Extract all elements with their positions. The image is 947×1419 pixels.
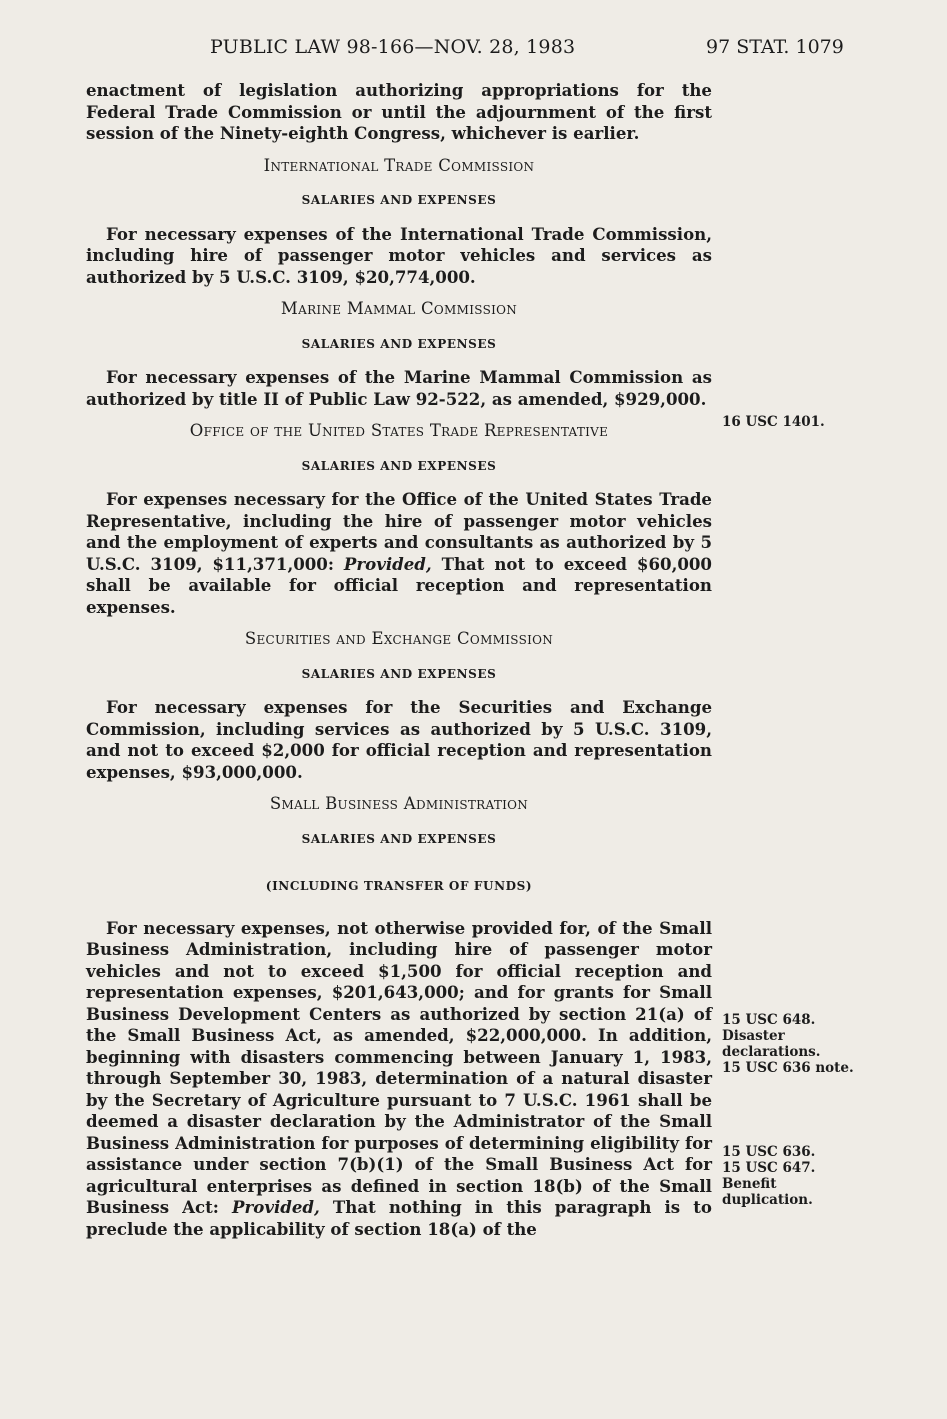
margin-note-16-usc-1401: 16 USC 1401. <box>722 414 825 430</box>
paragraph-ustr <box>86 489 712 618</box>
sba-text-b: That nothing in this paragraph is to preclude the applicability of section 18(a) of the <box>86 1197 712 1239</box>
margin-note-benefit-duplication: Benefit duplication. <box>722 1176 813 1208</box>
margin-note-15-usc-647: 15 USC 647. <box>722 1160 816 1176</box>
heading-ustr: Office of the United States Trade Representative <box>189 421 609 440</box>
margin-note-15-usc-648: 15 USC 648. <box>722 1012 816 1028</box>
paragraph-sba <box>86 918 712 1241</box>
heading-international-trade-commission: International Trade Commission <box>263 155 535 175</box>
paragraph-mmc: For necessary expenses of the Marine Mammal Commission as authorized by title II of Public Law 92-522, as amended, $929,000. <box>86 367 712 409</box>
subheading-transfer-of-funds: (INCLUDING TRANSFER OF FUNDS) <box>265 879 533 893</box>
margin-note-disaster-declarations: Disaster declarations. <box>722 1028 821 1060</box>
margin-note-15-usc-636: 15 USC 636. <box>722 1144 816 1160</box>
heading-marine-mammal-commission: Marine Mammal Commission <box>280 299 518 318</box>
subheading-salaries: SALARIES AND EXPENSES <box>301 458 497 473</box>
subheading-salaries: SALARIES AND EXPENSES <box>301 193 497 207</box>
sba-provided: Provided, <box>232 1197 320 1217</box>
heading-sba: Small Business Administration <box>269 794 529 813</box>
ustr-text-b: That not to exceed $60,000 shall be available for official reception and representation expenses. <box>86 553 712 617</box>
sba-text-a: For necessary expenses, not otherwise provided for, of the Small Business Administration, including hire of passenger motor vehicles and not to exceed $1,500 for official reception and representation expenses, $201,643,000; and for grants for Small Business Development Centers as authorized by section 21(a) of the Small Business Act, as amended, $22,000,000. In addition, beginning with disasters commencing between January 1, 1983, through September 30, 1983, determination of a natural disaster by the Secretary of Agriculture pursuant to 7 U.S.C. 1961 shall be deemed a disaster declaration by the Administrator of the Small Business Administration for purposes of determining eligibility for assistance under section 7(b)(1) of the Small Business Act for agricultural enterprises as defined in section 18(b) of the Small Business Act: <box>86 917 712 1217</box>
subheading-salaries: SALARIES AND EXPENSES <box>301 666 497 681</box>
paragraph-sec: For necessary expenses for the Securities and Exchange Commission, including services as authorized by 5 U.S.C. 3109, and not to exceed $2,000 for official reception and representation expenses, $93,000,000. <box>86 697 712 782</box>
subheading-salaries: SALARIES AND EXPENSES <box>301 336 497 351</box>
paragraph-itc: For necessary expenses of the International Trade Commission, including hire of passenger motor vehicles and services as authorized by 5 U.S.C. 3109, $20,774,000. <box>86 223 712 287</box>
subheading-salaries: SALARIES AND EXPENSES <box>301 831 497 846</box>
running-header-title: PUBLIC LAW 98-166—NOV. 28, 1983 <box>210 36 576 58</box>
main-text-column <box>86 80 712 1240</box>
margin-note-15-usc-636-note: 15 USC 636 note. <box>722 1060 854 1076</box>
ustr-provided: Provided, <box>343 553 432 574</box>
ustr-text-a: For expenses necessary for the Office of the United States Trade Representative, including the hire of passenger motor vehicles and the employment of experts and consultants as authorized by 5 U.S.C. 3109, $11,371,000: <box>86 489 712 574</box>
running-header-stat: 97 STAT. 1079 <box>706 36 844 58</box>
heading-sec: Securities and Exchange Commission <box>244 629 554 648</box>
paragraph-continuation: enactment of legislation authorizing appropriations for the Federal Trade Commission or until the adjournment of the first session of the Ninety-eighth Congress, whichever is earlier. <box>86 80 712 143</box>
